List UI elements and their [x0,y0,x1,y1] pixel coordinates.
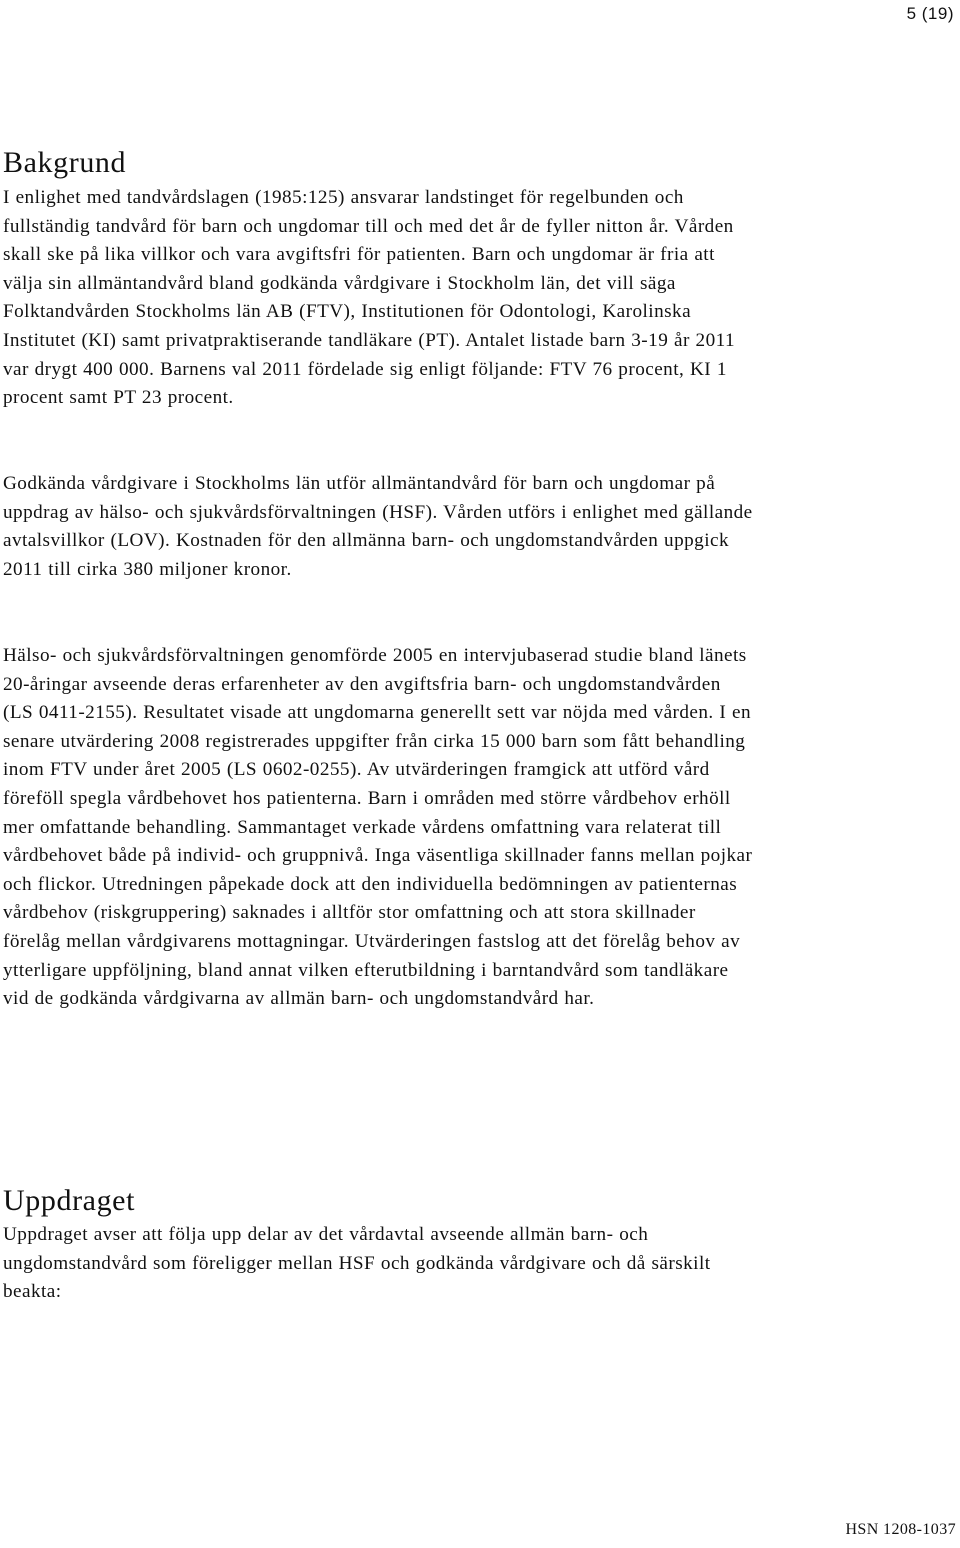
bakgrund-paragraph-3: Hälso- och sjukvårdsförvaltningen genomförde 2005 en intervjubaserad studie bland länets 20-åringar avseende deras erfarenheter av den avgiftsfria barn- och ungdomstandvården (LS 0411-2155). Resultatet visade att ungdomarna generellt sett var nöjda med vården. I en senare utvärdering 2008 registrerades uppgifter från cirka 15 000 barn som fått behandling inom FTV under året 2005 (LS 0602-0255). Av utvärderingen framgick att utförd vård föreföll spegla vårdbehovet hos patienterna. Barn i områden med större vårdbehov erhöll mer omfattande behandling. Sammantaget verkade vårdens omfattning vara relaterat till vårdbehovet både på individ- och gruppnivå. Inga väsentliga skillnader fanns mellan pojkar och flickor. Utredningen påpekade dock att den individuella bedömningen av patienternas vårdbehov (riskgruppering) saknades i alltför stor omfattning och att stora skillnader förelåg mellan vårdgivarens mottagningar. Utvärderingen fastslog att det förelåg behov av ytterligare uppföljning, bland annat vilken efterutbildning i barntandvård som tandläkare vid de godkända vårdgivarna av allmän barn- och ungdomstandvård har. [3,645,753,1010]
section-heading-bakgrund: Bakgrund [3,146,127,179]
uppdraget-paragraph-1: Uppdraget avser att följa upp delar av det vårdavtal avseende allmän barn- och ungdomstandvård som föreligger mellan HSF och godkända vårdgivare och då särskilt beakta: [3,1224,711,1303]
bakgrund-paragraph-1: I enlighet med tandvårdslagen (1985:125) ansvarar landstinget för regelbunden och fullständig tandvård för barn och ungdomar till och med det år de fyller nitton år. Vården skall ske på lika villkor och vara avgiftsfri för patienten. Barn och ungdomar är fria att välja sin allmäntandvård bland godkända vårdgivare i Stockholm län, det vill säga Folktandvården Stockholms län AB (FTV), Institutionen för Odontologi, Karolinska Institutet (KI) samt privatpraktiserande tandläkare (PT). Antalet listade barn 3-19 år 2011 var drygt 400 000. Barnens val 2011 fördelade sig enligt följande: FTV 76 procent, KI 1 procent samt PT 23 procent. [3,187,735,409]
document-code: HSN 1208-1037 [845,1521,956,1538]
section-heading-uppdraget: Uppdraget [3,1184,136,1217]
bakgrund-paragraph-2: Godkända vårdgivare i Stockholms län utför allmäntandvård för barn och ungdomar på uppdrag av hälso- och sjukvårdsförvaltningen (HSF). Vården utförs i enlighet med gällande avtalsvillkor (LOV). Kostnaden för den allmänna barn- och ungdomstandvården uppgick 2011 till cirka 380 miljoner kronor. [3,473,753,580]
page-number: 5 (19) [906,4,954,23]
